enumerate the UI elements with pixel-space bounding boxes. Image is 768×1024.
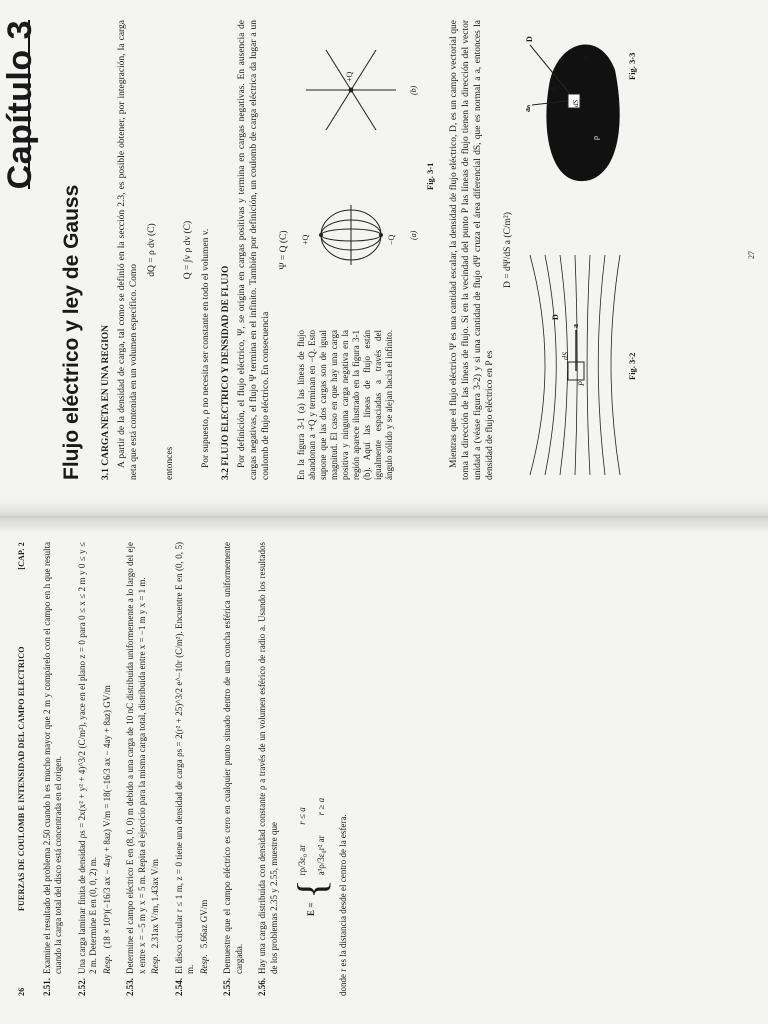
figure-3-1-text: En la figura 3-1 (a) las líneas de flujo abandonan a +Q y terminan en −Q. Esto supone que las dos cargas son de igual magnitud. El caso en que hay una carga positiva y ninguna carga negativa en la región aparece ilustrado en la figura 3-1 (b). Aquí las líneas de flujo están igualmente espaciadas a través del ángulo sólido y se alejan hacia el infinito.	[296, 330, 394, 480]
case-2-expr: a³ρ/3ε₀r² ar	[316, 835, 326, 876]
book-gutter	[0, 500, 768, 534]
label-s: S	[581, 56, 590, 60]
chapter-label: Capítulo 3	[1, 20, 39, 190]
figures-3-2-3-3	[520, 20, 638, 480]
problem-number: 2.52.	[76, 978, 87, 996]
problem-text: Determine el campo eléctrico E en (8, 0, 0) m debido a una carga de 10 nC distribuida uniformemente a lo largo del eje x entre x = −5 m y x = 5 m. Repita el ejercicio para la misma carga total, distribuida entre x = −1 m y x = 1 m.	[125, 542, 147, 974]
equation-d: D = dΨ/dS a (C/m²)	[503, 212, 513, 288]
figure-3-1	[296, 20, 446, 320]
section-3-2-title: 3.2 FLUJO ELECTRICO Y DENSIDAD DE FLUJO	[221, 265, 231, 480]
label-ds: dS	[561, 352, 570, 360]
figure-3-2	[520, 250, 638, 480]
label-rho: ρ	[591, 136, 600, 140]
equation-psi: Ψ = Q (C)	[279, 230, 289, 270]
section-3-1-after: Por supuesto, ρ no necesita ser constante en todo el volumen v.	[201, 228, 211, 468]
page-number-right: 27	[747, 251, 756, 259]
page-number: 26	[17, 987, 26, 996]
problem-2-52	[77, 542, 114, 996]
chapter-title: Flujo eléctrico y ley de Gauss	[60, 184, 83, 480]
answer-value: 2.31ax V/m, 1.43ax V/m	[150, 859, 160, 949]
case-1-expr: rρ/3ε₀ ar	[296, 844, 307, 876]
section-3-1-text: A partir de la densidad de carga, tal como se definió en la sección 2.3, es posible obtener, por integración, la carga neta que está contenida en un volumen específico. Como	[117, 20, 139, 480]
problem-2-51	[42, 542, 65, 996]
subfig-b-label: (b)	[409, 85, 418, 95]
label-plus-q: +Q	[301, 234, 310, 245]
answer-label: Resp.	[101, 954, 112, 974]
problem-2-53	[125, 542, 162, 996]
label-p: P	[577, 381, 586, 386]
label-a: a	[571, 324, 580, 328]
label-theta: θ	[549, 86, 558, 90]
problem-number: 2.56.	[257, 978, 267, 996]
brace: {	[289, 879, 334, 899]
problem-text: Demuestre que el campo eléctrico es cero en cualquier punto situado dentro de una concha esférica uniformemente cargada.	[222, 542, 244, 974]
left-page	[0, 524, 768, 1024]
label-minus-q: −Q	[387, 234, 396, 245]
problem-2-55	[222, 542, 245, 996]
answer-value: (18 × 10⁹)(−16/3 ax − 4ay + 8az) V/m = 18(−16/3 ax − 4ay + 8az) GV/m	[101, 685, 112, 949]
figure-3-1-block	[296, 20, 446, 480]
right-page	[0, 0, 768, 504]
problem-text: El disco circular r ≤ 1 m, z = 0 tiene una densidad de carga ρs = 2(r² + 25)^3/2 e^−10r (C/m²). Encuentre E en (0, 0, 5) m.	[173, 542, 195, 974]
equation-lhs: E =	[306, 902, 317, 916]
chapter-header	[1, 20, 39, 480]
answer-label: Resp.	[150, 954, 160, 974]
section-3-1-title: 3.1 CARGA NETA EN UNA REGION	[101, 324, 111, 480]
equation-dq: dQ = ρ dv (C)	[147, 223, 157, 277]
flux-density-text: Mientras que el flujo eléctrico Ψ es una cantidad escalar, la densidad de flujo eléctrico, D, es un campo vectorial que toma la dirección de las líneas de flujo. Si en la vecindad del punto P las líneas de flujo tienen la dirección del vector unidad a (véase figura 3-2) y si una cantidad de flujo dΨ cruza el área diferencial dS, que es normal a a, entonces la densidad de flujo eléctrico en P es	[449, 20, 495, 480]
figure-3-1-caption: Fig. 3-1	[425, 162, 435, 190]
answer-value: 5.66az GV/m	[198, 899, 209, 949]
closing-text: donde r es la distancia desde el centro de la esfera.	[338, 814, 348, 996]
problem-2-56	[257, 542, 280, 996]
subfig-a-label: (a)	[409, 230, 418, 240]
figure-3-3-graphic	[520, 20, 624, 220]
problem-number: 2.54.	[173, 978, 184, 996]
case-1-cond: r ≤ a	[296, 807, 307, 825]
running-chapter: [CAP. 2	[17, 542, 26, 570]
problem-number: 2.53.	[125, 978, 135, 996]
section-3-2-text: Por definición, el flujo eléctrico, Ψ, se origina en cargas positivas y termina en cargas negativas. En ausencia de cargas negativas, el flujo Ψ termina en el infinito. También por definición, un coulomb de carga eléctrica da lugar a un coulomb de flujo eléctrico. En consecuencia	[237, 20, 271, 480]
label-d-3-3: D	[525, 36, 534, 42]
problem-number: 2.51.	[41, 978, 52, 996]
label-plus-q-b: +Q	[345, 71, 354, 82]
problem-text: Una carga laminar finita de densidad ρs = 2x(x² + y² + 4)^3/2 (C/m²), yace en el plano z = 0 para 0 ≤ x ≤ 2 m y 0 ≤ y ≤ 2 m. Determine E en (0, 0, 2) m.	[76, 542, 98, 974]
equation-q: Q = ∫v ρ dv (C)	[183, 220, 193, 280]
answer-label: Resp.	[198, 954, 209, 974]
label-d: D	[551, 314, 560, 320]
figure-3-1-graphic	[296, 20, 436, 320]
problem-number: 2.55.	[222, 978, 232, 996]
case-2-cond: r ≥ a	[316, 797, 326, 816]
figure-3-2-graphic	[520, 250, 624, 480]
problem-2-54	[174, 542, 211, 996]
label-an: aₙ	[523, 104, 532, 112]
figure-3-3	[520, 20, 638, 220]
piecewise-equation	[289, 542, 334, 916]
answer	[102, 542, 114, 974]
answer	[199, 542, 211, 974]
running-head: FUERZAS DE COULOMB E INTENSIDAD DEL CAMPO ELECTRICO	[17, 646, 26, 912]
figure-3-3-caption: Fig. 3-3	[627, 52, 637, 80]
problem-text: Examine el resultado del problema 2.50 cuando h es mucho mayor que 2 m y compárelo con el campo en h que resulta cuando la carga total del disco está concentrada en el origen.	[41, 542, 63, 974]
figure-3-2-caption: Fig. 3-2	[627, 352, 637, 380]
entonces-text: entonces	[165, 446, 175, 480]
answer	[150, 542, 162, 974]
running-header	[16, 542, 28, 996]
problem-text: Hay una carga distribuida con densidad constante ρ a través de un volumen esférico de radio a. Usando los resultados de los problemas 2.35 y 2.55, muestre que	[257, 542, 279, 974]
label-ds-3-3: dS	[572, 100, 580, 107]
